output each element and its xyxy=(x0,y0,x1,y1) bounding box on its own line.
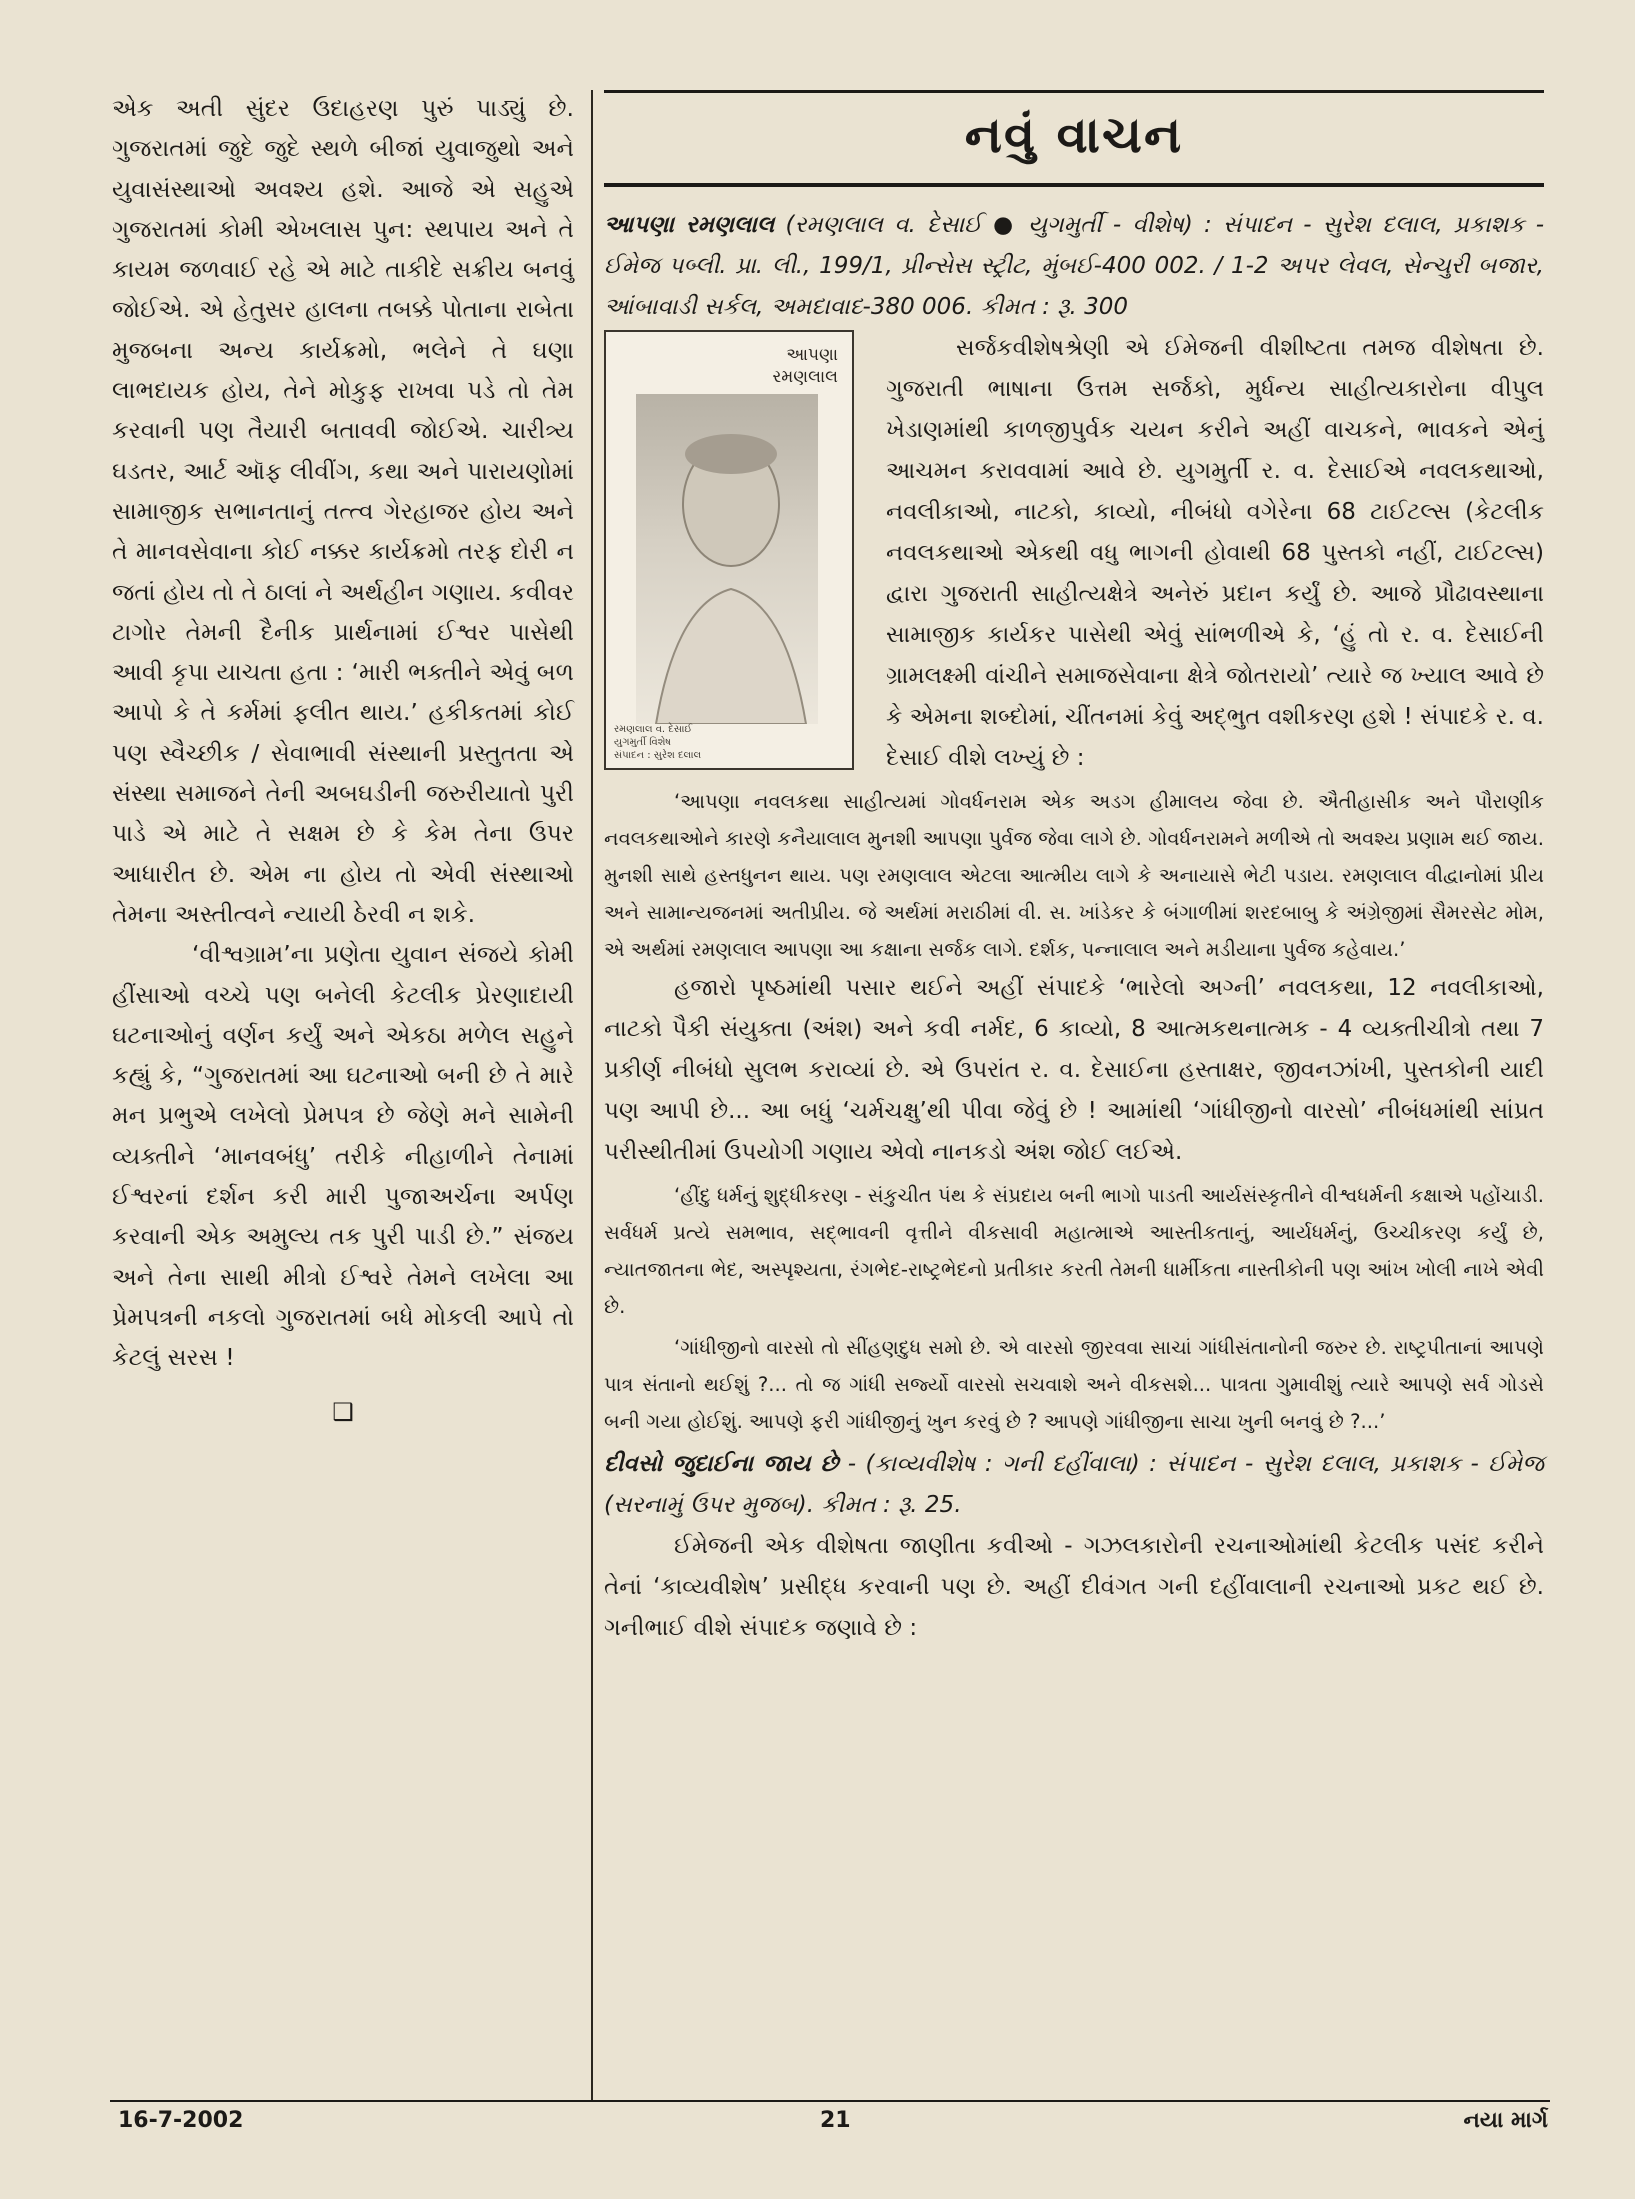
book-cover-caption-line: યુગમુર્તી વિશેષ xyxy=(614,737,672,748)
book1-paragraph: હજારો પૃષ્ઠમાંથી પસાર થઈને અહીં સંપાદકે ‘ભારેલો અગ્ની’ નવલકથા, 12 નવલીકાઓ, નાટકો પૈકી સંયુક્તા (અંશ) અને કવી નર્મદ, 6 કાવ્યો, 8 આત્મકથનાત્મક - 4 વ્યક્તીચીત્રો તથા 7 પ્રકીર્ણ નીબંધો સુલભ કરાવ્યાં છે. એ ઉપરાંત ર. વ. દેસાઈના હસ્તાક્ષર, જીવનઝાંખી, પુસ્તકોની યાદી પણ આપી છે... આ બધું ‘ચર્મચક્ષુ’થી પીવા જેવું છે ! આમાંથી ‘ગાંધીજીનો વારસો’ નીબંધમાંથી સાંપ્રત પરીસ્થીતીમાં ઉપયોગી ગણાય એવો નાનકડો અંશ જોઈ લઈએ. xyxy=(604,975,1544,1165)
header-rule-bottom xyxy=(604,183,1544,187)
book1-paragraph: સર્જકવીશેષશ્રેણી એ ઈમેજની વીશીષ્ટતા તમજ વીશેષતા છે. ગુજરાતી ભાષાના ઉત્તમ સર્જકો, મુર્ધન્ય સાહીત્યકારોના વીપુલ ખેડાણમાંથી કાળજીપુર્વક ચયન કરીને અહીં વાચકને, ભાવકને એનું આચમન કરાવવામાં આવે છે. યુગમુર્તી ર. વ. દેસાઈએ નવલકથાઓ, નવલીકાઓ, નાટકો, કાવ્યો, નીબંધો વગેરેના 68 ટાઈટલ્સ (કેટલીક નવલકથાઓ એકથી વધુ ભાગની હોવાથી 68 પુસ્તકો નહીં, ટાઈટલ્સ) દ્વારા ગુજરાતી સાહીત્યક્ષેત્રે અનેરું પ્રદાન કર્યું છે. આજે પ્રૌઢાવસ્થાના સામાજીક કાર્યકર પાસેથી એવું સાંભળીએ કે, ‘હું તો ર. વ. દેસાઈની ગ્રામલક્ષ્મી વાંચીને સમાજસેવાના ક્ષેત્રે જોતરાયો’ ત્યારે જ ખ્યાલ આવે છે કે એમના શબ્દોમાં, ચીંતનમાં કેવું અદ્ભુત વશીકરણ હશે ! સંપાદકે ર. વ. દેસાઈ વીશે લખ્યું છે : xyxy=(886,335,1544,771)
book-cover-title-line: આપણા xyxy=(786,345,838,365)
footer-rule xyxy=(110,2100,1550,2102)
left-paragraph: ‘વીશ્વગ્રામ’ના પ્રણેતા યુવાન સંજયે કોમી હીંસાઓ વચ્ચે પણ બનેલી કેટલીક પ્રેરણાદાયી ઘટનાઓનું વર્ણન કર્યું અને એકઠા મળેલ સહુને કહ્યું કે, “ગુજરાતમાં આ ઘટનાઓ બની છે તે મારે મન પ્રભુએ લખેલો પ્રેમપત્ર છે જેણે મને સામેની વ્યક્તીને ‘માનવબંધુ’ તરીકે નીહાળીને તેનામાં ઈશ્વરનાં દર્શન કરી મારી પુજાઅર્ચના અર્પણ કરવાની એક અમુલ્ય તક પુરી પાડી છે.” સંજય અને તેના સાથી મીત્રો ઈશ્વરે તેમને લખેલા આ પ્રેમપત્રની નકલો ગુજરાતમાં બધે મોકલી આપે તો કેટલું સરસ ! xyxy=(112,940,574,1372)
column-divider xyxy=(591,90,593,2100)
book1-quote: ‘ગાંધીજીનો વારસો તો સીંહણદુધ સમો છે. એ વારસો જીરવવા સાચાં ગાંધીસંતાનોની જરુર છે. રાષ્ટ્રપીતાનાં આપણે પાત્ર સંતાનો થઈશું ?... તો જ ગાંધી સર્જ્યો વારસો સચવાશે અને વીકસશે... પાત્રતા ગુમાવીશું ત્યારે આપણે સર્વ ગોડસે બની ગયા હોઈશું. આપણે ફરી ગાંધીજીનું ખુન કરવું છે ? આપણે ગાંધીજીના સાચા ખુની બનવું છે ?...’ xyxy=(604,1336,1544,1433)
book1-quote: ‘હીંદુ ધર્મનું શુદ્ધીકરણ - સંકુચીત પંથ કે સંપ્રદાય બની ભાગો પાડતી આર્યસંસ્કૃતીને વીશ્વધર્મની કક્ષાએ પહોંચાડી. સર્વધર્મ પ્રત્યે સમભાવ, સદ્ભાવની વૃત્તીને વીકસાવી મહાત્માએ આસ્તીકતાનું, આર્યધર્મનું, ઉચ્ચીકરણ કર્યું છે, ન્યાતજાતના ભેદ, અસ્પૃશ્યતા, રંગભેદ-રાષ્ટ્રભેદનો પ્રતીકાર કરતી તેમની ધાર્મીકતા નાસ્તીકોની પણ આંખ ખોલી નાખે એવી છે. xyxy=(604,1184,1544,1318)
magazine-name: નયા માર્ગ xyxy=(1463,2108,1548,2133)
portrait-svg xyxy=(636,394,818,724)
right-column xyxy=(604,90,1544,1649)
header-rule-top xyxy=(604,90,1544,93)
footer-date: 16-7-2002 xyxy=(118,2108,244,2133)
book-cover-frame xyxy=(604,330,854,770)
author-portrait-image xyxy=(636,394,818,724)
book-cover-title xyxy=(773,344,838,388)
book-cover-caption-line: સંપાદન : સુરેશ દલાલ xyxy=(614,750,702,761)
section-title: નવું વાચન xyxy=(964,106,1184,164)
book2-title: દીવસો જુદાઈના જાય છે xyxy=(604,1451,839,1477)
book2-header xyxy=(604,1444,1544,1526)
book1-quote: ‘આપણા નવલકથા સાહીત્યમાં ગોવર્ધનરામ એક અડગ હીમાલય જેવા છે. ઐતીહાસીક અને પૌરાણીક નવલકથાઓને કારણે કનૈયાલાલ મુનશી આપણા પુર્વજ જેવા લાગે છે. ગોવર્ધનરામને મળીએ તો અવશ્ય પ્રણામ થઈ જાય. મુનશી સાથે હસ્તધુનન થાય. પણ રમણલાલ એટલા આત્મીય લાગે કે અનાયાસે ભેટી પડાય. રમણલાલ વીદ્વાનોમાં પ્રીય અને સામાન્યજનમાં અતીપ્રીય. જે અર્થમાં મરાઠીમાં વી. સ. ખાંડેકર કે બંગાળીમાં શરદબાબુ કે અંગ્રેજીમાં સૈમરસેટ મોમ, એ અર્થમાં રમણલાલ આપણા આ કક્ષાના સર્જક લાગે. દર્શક, પન્નાલાલ અને મડીયાના પુર્વજ કહેવાય.’ xyxy=(604,790,1544,961)
book1-title: આપણા રમણલાલ xyxy=(604,212,775,238)
reviews-body xyxy=(604,205,1544,1649)
page-number: 21 xyxy=(820,2108,851,2133)
book2-paragraph: ઈમેજની એક વીશેષતા જાણીતા કવીઓ - ગઝલકારોની રચનાઓમાંથી કેટલીક પસંદ કરીને તેનાં ‘કાવ્યવીશેષ’ પ્રસીદ્ધ કરવાની પણ છે. અહીં દીવંગત ગની દહીંવાલાની રચનાઓ પ્રકટ થઈ છે. ગનીભાઈ વીશે સંપાદક જણાવે છે : xyxy=(604,1533,1544,1641)
book-cover-title-line: રમણલાલ xyxy=(772,367,838,387)
book1-header xyxy=(604,205,1544,328)
book2-details: - (કાવ્યવીશેષ : ગની દહીંવાલા) : સંપાદન - સુરેશ દલાલ, પ્રકાશક - ઈમેજ (સરનામું ઉપર મુજબ). કીમત : રૂ. 25. xyxy=(604,1451,1544,1518)
left-paragraph: એક અતી સુંદર ઉદાહરણ પુરું પાડ્યું છે. ગુજરાતમાં જુદે જુદે સ્થળે બીજાં યુવાજુથો અને યુવાસંસ્થાઓ અવશ્ય હશે. આજે એ સહુએ ગુજરાતમાં કોમી એખલાસ પુન: સ્થપાય અને તે કાયમ જળવાઈ રહે એ માટે તાકીદે સક્રીય બનવું જોઈએ. એ હેતુસર હાલના તબક્કે પોતાના રાબેતા મુજબના અન્ય કાર્યક્રમો, ભલેને તે ઘણા લાભદાયક હોય, તેને મોકુફ રાખવા પડે તો તેમ કરવાની પણ તૈયારી બતાવવી જોઈએ. ચારીત્ર્ય ઘડતર, આર્ટ ઑફ લીવીંગ, કથા અને પારાયણોમાં સામાજીક સભાનતાનું તત્ત્વ ગેરહાજર હોય અને તે માનવસેવાના કોઈ નક્કર કાર્યક્રમો તરફ દોરી ન જતાં હોય તો તે ઠાલાં ને અર્થહીન ગણાય. કવીવર ટાગોર તેમની દૈનીક પ્રાર્થનામાં ઈશ્વર પાસેથી આવી કૃપા યાચતા હતા : ‘મારી ભક્તીને એવું બળ આપો કે તે કર્મમાં ફલીત થાય.’ હકીકતમાં કોઈ પણ સ્વૈચ્છીક / સેવાભાવી સંસ્થાની પ્રસ્તુતતા એ સંસ્થા સમાજને તેની અબઘડીની જરુરીયાતો પુરી પાડે એ માટે તે સક્ષમ છે કે કેમ તેના ઉપર આધારીત છે. એમ ના હોય તો એવી સંસ્થાઓ તેમના અસ્તીત્વને ન્યાયી ઠેરવી ન શકે. xyxy=(112,94,574,928)
book-cover-caption-line: રમણલાલ વ. દેસાઈ xyxy=(614,724,693,735)
book1-details: (રમણલાલ વ. દેસાઈ ● યુગમુર્તી - વીશેષ) : સંપાદન - સુરેશ દલાલ, પ્રકાશક - ઈમેજ પબ્લી. પ્રા. લી., 199/1, પ્રીન્સેસ સ્ટ્રીટ, મુંબઈ-400 002. / 1-2 અપર લેવલ, સેન્ચુરી બજાર, આંબાવાડી સર્કલ, અમદાવાદ-380 006. કીમત : રૂ. 300 xyxy=(604,212,1545,320)
book-cover xyxy=(604,330,864,770)
left-column xyxy=(112,88,574,1432)
book-cover-caption xyxy=(614,723,701,762)
end-mark: ❑ xyxy=(332,1397,354,1426)
